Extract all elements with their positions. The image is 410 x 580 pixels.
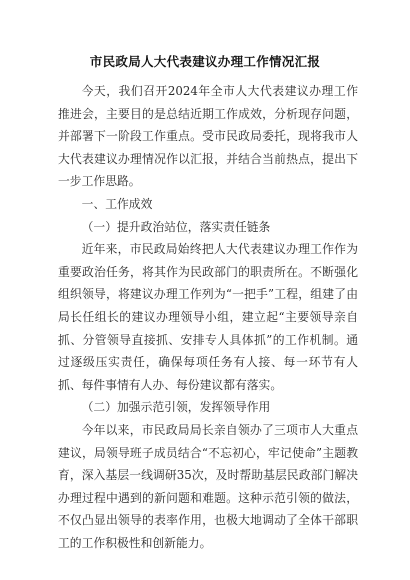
section-heading-work-results: 一、工作成效 — [81, 196, 153, 211]
intro-paragraph: 今天，我们召开2024年全市人大代表建议办理工作推进会，主要目的是总结近期工作成效，分析现存问题，并部署下一阶段工作重点。受市民政局委托，现将我市人大代表建议办理情况作以汇报，并结合当前热点，提出下一步工作思路。 — [58, 84, 358, 189]
subsection-heading-2: （二）加强示范引领，发挥领导作用 — [81, 400, 271, 415]
document-title: 市民政局人大代表建议办理工作情况汇报 — [89, 54, 321, 69]
body-paragraph-2: 今年以来，市民政局局长亲自领办了三项市人大重点建议，局领导班子成员结合“不忘初心，牢记使命”主题教育，深入基层一线调研35次，及时帮助基层民政部门解决办理过程中遇到的新问题和难题。这种示范引领的做法，不仅凸显出领导的表率作用，也极大地调动了全体干部职工的工作积极性和创新能力。 — [58, 422, 358, 550]
subsection-heading-1: （一）提升政治站位，落实责任链条 — [81, 219, 271, 234]
body-paragraph-1: 近年来，市民政局始终把人大代表建议办理工作作为重要政治任务，将其作为民政部门的职责所在。不断强化组织领导，将建议办理工作列为“一把手”工程，组建了由局长任组长的建议办理领导小组，建立起“主要领导亲自抓、分管领导直接抓、安排专人具体抓”的工作机制。通过逐级压实责任，确保每项任务有人接、每一环节有人抓、每件事情有人办、每份建议都有落实。 — [58, 242, 358, 392]
document-body — [58, 80, 358, 554]
